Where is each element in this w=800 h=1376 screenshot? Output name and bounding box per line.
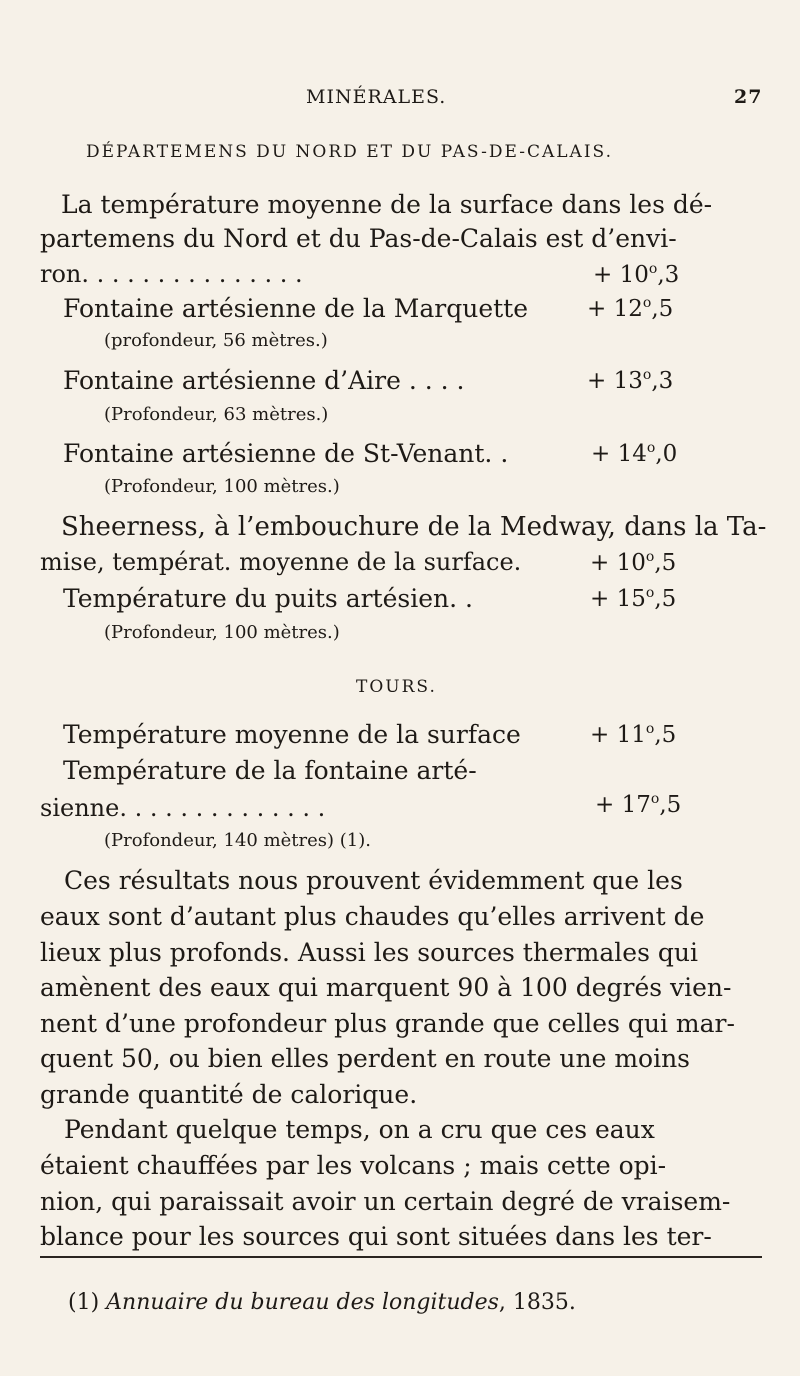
- section-title-tours: TOURS.: [356, 677, 437, 697]
- page-number: 27: [734, 86, 763, 108]
- aire-temperature: + 13$^o$,3: [587, 367, 674, 394]
- marquette-temperature: + 12$^o$,5: [587, 295, 674, 322]
- footnote-year: , 1835.: [498, 1290, 576, 1315]
- venant-label: Fontaine artésienne de St-Venant. .: [63, 439, 509, 468]
- puits-depth: (Profondeur, 100 mètres.): [104, 622, 340, 643]
- sheerness-line-1: Sheerness, à l’embouchure de la Medway, dans la Ta-: [61, 512, 767, 542]
- tours-fontaine-line-1: Température de la fontaine arté-: [63, 756, 477, 785]
- sheerness-line-2: mise, températ. moyenne de la surface.: [40, 548, 522, 576]
- intro-line-3: ron. . . . . . . . . . . . . . .: [40, 260, 303, 288]
- tours-surface-label: Température moyenne de la surface: [63, 720, 521, 749]
- venant-depth: (Profondeur, 100 mètres.): [104, 476, 340, 497]
- marquette-depth: (profondeur, 56 mètres.): [104, 330, 328, 351]
- tours-fontaine-line-2: sienne. . . . . . . . . . . . . .: [40, 794, 326, 822]
- section-title-nord: DÉPARTEMENS DU NORD ET DU PAS-DE-CALAIS.: [86, 142, 613, 162]
- paragraph-1-line-3: lieux plus profonds. Aussi les sources thermales qui: [40, 938, 698, 967]
- tours-surface-temperature: + 11$^o$,5: [590, 721, 677, 748]
- paragraph-2-line-2: étaient chauffées par les volcans ; mais cette opi-: [40, 1151, 667, 1180]
- footnote-title: Annuaire du bureau des longitudes: [106, 1290, 499, 1315]
- sheerness-temperature: + 10$^o$,5: [590, 549, 677, 576]
- paragraph-1-line-5: nent d’une profondeur plus grande que celles qui mar-: [40, 1009, 735, 1038]
- paragraph-1-line-6: quent 50, ou bien elles perdent en route une moins: [40, 1044, 690, 1073]
- paragraph-2-line-4: blance pour les sources qui sont situées dans les ter-: [40, 1222, 712, 1251]
- paragraph-2-line-1: Pendant quelque temps, on a cru que ces eaux: [64, 1115, 655, 1144]
- footnote-rule: [40, 1256, 762, 1258]
- intro-temperature: + 10$^o$,3: [593, 261, 680, 288]
- footnote-mark: (1): [68, 1290, 100, 1315]
- intro-line-2: partemens du Nord et du Pas-de-Calais est d’envi-: [40, 224, 677, 253]
- plus-sign: +: [593, 262, 613, 288]
- paragraph-1-line-1: Ces résultats nous prouvent évidemment que les: [64, 866, 683, 895]
- paragraph-1-line-7: grande quantité de calorique.: [40, 1080, 418, 1109]
- tours-fontaine-temperature: + 17$^o$,5: [595, 791, 682, 818]
- aire-label: Fontaine artésienne d’Aire . . . .: [63, 366, 465, 395]
- paragraph-1-line-2: eaux sont d’autant plus chaudes qu’elles arrivent de: [40, 902, 705, 931]
- intro-line-1: La température moyenne de la surface dans les dé-: [61, 190, 713, 219]
- puits-temperature: + 15$^o$,5: [590, 585, 677, 612]
- aire-depth: (Profondeur, 63 mètres.): [104, 404, 329, 425]
- tours-fontaine-depth: (Profondeur, 140 mètres) (1).: [104, 830, 371, 851]
- paragraph-1-line-4: amènent des eaux qui marquent 90 à 100 degrés vien-: [40, 973, 732, 1002]
- paragraph-2-line-3: nion, qui paraissait avoir un certain degré de vraisem-: [40, 1187, 731, 1216]
- footnote: [68, 1290, 576, 1315]
- venant-temperature: + 14$^o$,0: [591, 440, 678, 467]
- marquette-label: Fontaine artésienne de la Marquette: [63, 294, 529, 323]
- puits-label: Température du puits artésien. .: [63, 584, 473, 613]
- running-title: MINÉRALES.: [306, 86, 447, 108]
